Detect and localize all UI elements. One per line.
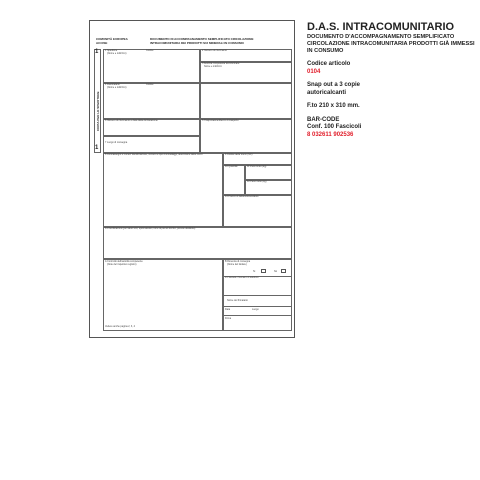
field-net-weight: 12 Peso netto (kg)	[247, 180, 267, 183]
field-declaration: 6 Numero di riferimento e data della dichiarazione	[105, 119, 158, 122]
field-company-sub: Nome del firmatario	[227, 299, 248, 302]
side-label: COPIA PER LO SPEDITORE	[96, 91, 100, 131]
side-number-bottom: 1	[95, 145, 99, 151]
box-transport	[200, 119, 292, 153]
checkbox-no	[281, 269, 286, 273]
barcode-label: BAR-CODE	[307, 116, 340, 123]
field-no: No	[274, 270, 278, 273]
field-receipt-sub: (Nome del titolare)	[227, 263, 247, 266]
field-goods: 8 Contrassegni e numeri Identificazione, numero e tipo di imballaggi, descrizione delle merci	[105, 153, 203, 156]
field-cn-code: 9 Codice delle merci (NC)	[225, 153, 253, 156]
field-certifications: 14 Certificazioni (per taluni vini, spiriti alcolici, birre di piccoli birrifici, piccole distillerie)	[105, 227, 196, 230]
field-consignee-sub: (Nome e indirizzo)	[107, 86, 127, 89]
field-consignee: 4 Destinatario	[105, 83, 120, 86]
field-receipt: B Ricevuta di consegna	[225, 260, 251, 263]
field-consignee-code: Codice	[146, 83, 154, 86]
box-carrier	[200, 83, 292, 119]
barcode-value: 8 032611 902536	[307, 131, 354, 138]
product-subtitle: DOCUMENTO D'ACCOMPAGNAMENTO SEMPLIFICATO CIRCOLAZIONE INTRACOMUNITARIA PRODOTTI GIÀ IMMESSI IN CONSUMO	[307, 34, 475, 54]
box-invoice	[223, 195, 292, 227]
code-label: Codice articolo	[307, 61, 351, 67]
field-company: 15 Società / Numero di telefono	[225, 276, 259, 279]
copies-line-1: Snap out a 3 copie	[307, 82, 361, 88]
field-transport: 5 Trasportatore/Mezzo di trasporto	[202, 119, 239, 122]
box-quantity	[223, 165, 245, 195]
field-yes: Sì	[253, 270, 256, 273]
field-authority: 3 Autorità competente da informare	[202, 62, 240, 65]
box-certifications	[103, 227, 292, 259]
field-control: A Controllo dell'autorità competente	[105, 260, 143, 263]
field-quantity: 10 Quantità	[225, 165, 238, 168]
field-delivery: 7 Luogo di consegna	[105, 141, 128, 144]
copies-line-2: autoricalcanti	[307, 89, 347, 96]
product-info	[307, 21, 477, 139]
field-sender-code: Codice	[146, 49, 154, 52]
das-form-preview	[89, 20, 295, 338]
product-title: D.A.S. INTRACOMUNITARIO	[307, 21, 455, 33]
checkbox-yes	[261, 269, 266, 273]
box-goods	[103, 153, 223, 227]
field-footnote: Vedere anche pagina 2, 3, 4	[105, 325, 135, 328]
form-header-left: COMUNITÀ EUROPEA ACCISE	[96, 37, 128, 45]
field-authority-sub: Nome e indirizzo	[204, 65, 222, 68]
field-sender-sub: (Nome e indirizzo)	[107, 52, 127, 55]
field-date: Data	[225, 308, 231, 311]
code-value: 0104	[307, 68, 321, 75]
field-place: Luogo	[252, 308, 259, 311]
format-text: F.to 210 x 310 mm.	[307, 103, 360, 109]
field-invoice: 13 Prezzo di fatturazione/valore	[225, 195, 259, 198]
pack-text: Conf. 100 Fascicoli	[307, 124, 362, 130]
field-reference: 2 Numero di riferimento	[202, 49, 227, 52]
side-number-top: 1	[95, 49, 99, 55]
field-sender: 1 Speditore	[105, 49, 118, 52]
field-control-sub: (Note del rispettivo registro)	[107, 263, 137, 266]
field-gross-weight: 11 Peso lordo (kg)	[247, 165, 267, 168]
field-signature: Firma	[225, 317, 232, 320]
box-control	[103, 259, 223, 331]
form-header-center: DOCUMENTO DI ACCOMPAGNAMENTO SEMPLIFICATO CIRCOLAZIONE INTRACOMUNITARIA DEI PRODOTTI SUI MINERALI IN CONSUMO	[150, 37, 254, 45]
